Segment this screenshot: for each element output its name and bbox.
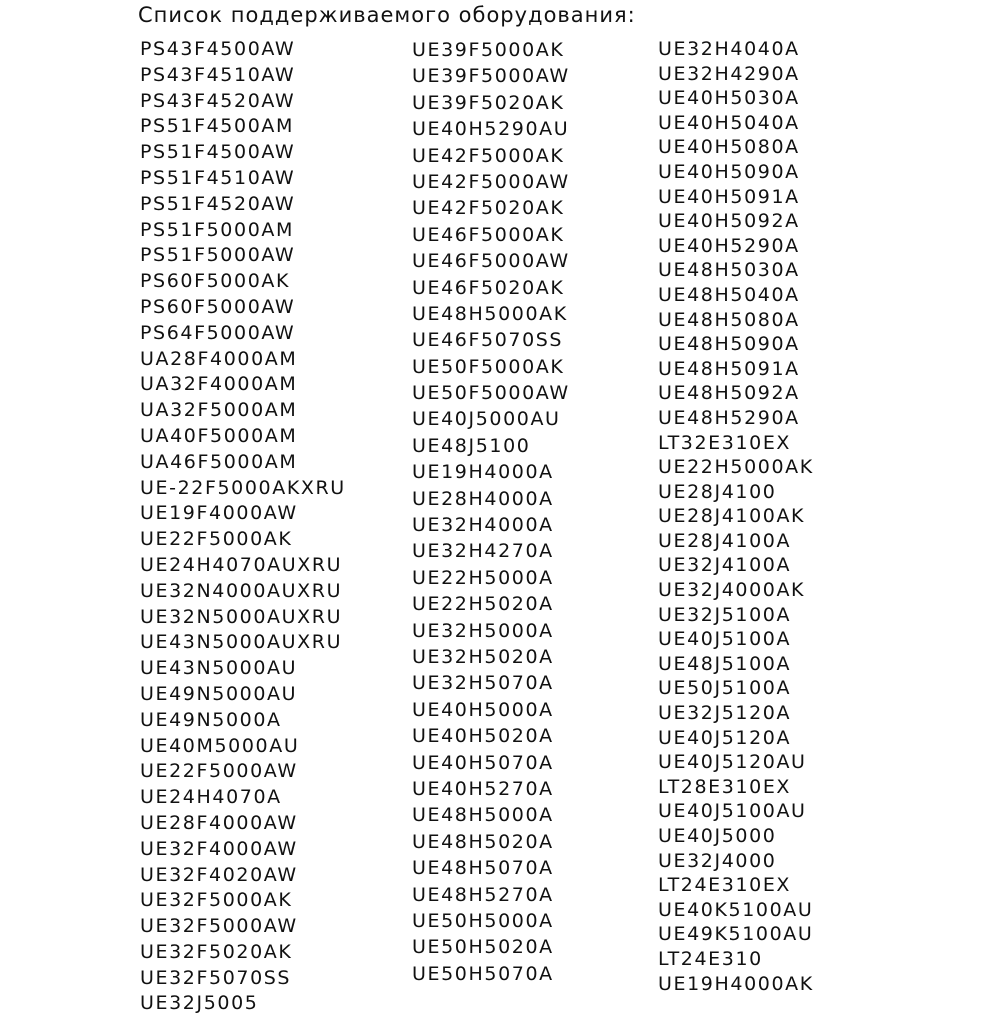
model-item: UE39F5000AK (412, 39, 565, 61)
model-item: PS51F4520AW (140, 192, 296, 215)
model-item: LT28E310EX (658, 775, 792, 798)
model-item: UE32H4000A (412, 514, 554, 537)
model-item: PS51F4500AM (140, 115, 294, 138)
model-item: UE50J5100A (658, 677, 792, 700)
model-item: UE22H5000A (412, 566, 554, 589)
model-item: UE50F5000AK (412, 355, 565, 378)
model-item: UE22H5000AK (658, 456, 814, 479)
model-item: UE49N5000AU (140, 682, 298, 705)
model-item: UE49K5100AU (658, 923, 814, 946)
model-item: UE28J4100A (658, 529, 792, 552)
model-item: PS60F5000AW (140, 295, 296, 318)
model-item: UE32H4290A (658, 62, 800, 85)
model-item: UE48J5100A (658, 652, 792, 675)
model-item: UE39F5000AW (412, 65, 570, 88)
model-item: UE40J5100A (658, 628, 792, 651)
model-item: UE40J5100AU (658, 800, 807, 823)
model-item: UE24H4070AUXRU (140, 553, 343, 576)
model-column-2 (412, 37, 570, 987)
model-item: PS43F4520AW (140, 89, 296, 112)
model-item: PS51F4500AW (140, 141, 296, 164)
model-item: UE32F5000AK (140, 889, 293, 912)
model-item: UE40H5000A (412, 698, 554, 721)
model-item: UE46F5020AK (412, 276, 565, 299)
model-item: PS51F5000AW (140, 244, 296, 267)
model-item: UE40J5000AU (412, 408, 561, 431)
model-item: UE40H5070A (412, 751, 554, 774)
model-item: UE42F5020AK (412, 197, 565, 220)
model-item: UE40H5020A (412, 725, 554, 748)
model-item: UE46F5070SS (412, 329, 564, 352)
model-item: UE32N5000AUXRU (140, 605, 343, 628)
model-item: UE48H5091A (658, 357, 800, 380)
model-item: UA32F5000AM (140, 399, 298, 422)
model-item: UE48H5090A (658, 333, 800, 356)
model-item: UE24H4070A (140, 786, 282, 809)
model-item: UE32F4000AW (140, 837, 298, 860)
model-item: UE32J4000AK (658, 579, 806, 602)
model-item: UE50H5070A (412, 962, 554, 985)
model-item: UE32H4270A (412, 540, 554, 563)
model-item: UE48H5040A (658, 283, 800, 306)
model-item: UE46F5000AW (412, 250, 570, 273)
model-item: UE32H5000A (412, 619, 554, 642)
model-item: UE40H5290AU (412, 118, 570, 141)
model-item: UE50F5000AW (412, 382, 570, 405)
model-item: UA46F5000AM (140, 450, 298, 473)
model-item: UE48H5020A (412, 830, 554, 853)
model-item: PS43F4500AW (140, 38, 296, 60)
model-item: UE32J5120A (658, 702, 792, 725)
model-item: UE40H5040A (658, 111, 800, 134)
model-item: UE22H5020A (412, 593, 554, 616)
model-item: UE42F5000AW (412, 170, 570, 193)
model-item: UE28J4100AK (658, 505, 806, 528)
model-item: LT32E310EX (658, 431, 792, 454)
model-item: UE48J5100 (412, 434, 531, 457)
model-item: PS64F5000AW (140, 321, 296, 344)
model-item: UE32F5070SS (140, 966, 292, 989)
model-item: UE48H5030A (658, 259, 800, 282)
model-item: UE40H5090A (658, 160, 800, 183)
model-item: UE32N4000AUXRU (140, 579, 343, 602)
model-item: UE32H5020A (412, 645, 554, 668)
model-item: UE40H5030A (658, 87, 800, 110)
model-column-3 (658, 37, 814, 996)
model-item: UE28F4000AW (140, 811, 298, 834)
model-item: UE50H5000A (412, 909, 554, 932)
model-item: LT24E310EX (658, 874, 792, 897)
model-item: UE28H4000A (412, 487, 554, 510)
model-item: UE32J4000 (658, 849, 777, 872)
model-item: UE48H5080A (658, 308, 800, 331)
model-item: UE22F5000AK (140, 528, 293, 551)
model-item: PS60F5000AK (140, 270, 291, 293)
model-item: UE40J5120A (658, 726, 792, 749)
model-item: UE32J5005 (140, 992, 259, 1015)
model-item: UE32F5020AK (140, 940, 293, 963)
model-item: UE48H5000AK (412, 302, 568, 325)
model-item: UE39F5020AK (412, 91, 565, 114)
model-item: UE48H5290A (658, 406, 800, 429)
model-item: UE50H5020A (412, 936, 554, 959)
model-item: UE40H5092A (658, 210, 800, 233)
model-item: UE48H5070A (412, 857, 554, 880)
model-item: UE40J5120AU (658, 751, 807, 774)
model-item: UE28J4100 (658, 480, 777, 503)
model-item: UE19F4000AW (140, 502, 298, 525)
model-item: UE40H5270A (412, 777, 554, 800)
model-item: UE42F5000AK (412, 144, 565, 167)
model-item: UE40H5080A (658, 136, 800, 159)
model-item: PS51F4510AW (140, 166, 296, 189)
model-item: LT24E310 (658, 947, 763, 970)
model-item: UE46F5000AK (412, 223, 565, 246)
model-item: UE48H5270A (412, 883, 554, 906)
model-item: UE32H5070A (412, 672, 554, 695)
model-item: PS43F4510AW (140, 63, 296, 86)
model-item: PS51F5000AM (140, 218, 294, 241)
model-item: UE40H5290A (658, 234, 800, 257)
model-item: UE40J5000 (658, 825, 777, 847)
model-item: UE43N5000AUXRU (140, 631, 343, 654)
model-item: UE32F4020AW (140, 863, 298, 886)
model-item: UA40F5000AM (140, 424, 298, 447)
model-item: UE32J5100A (658, 603, 792, 626)
model-item: UE32J4100A (658, 554, 792, 577)
model-item: UA28F4000AM (140, 347, 298, 370)
model-item: UE48H5000A (412, 804, 554, 827)
model-item: UE43N5000AU (140, 657, 298, 680)
model-item: UE22F5000AW (140, 760, 298, 783)
model-item: UE-22F5000AKXRU (140, 476, 346, 499)
model-item: UE32H4040A (658, 38, 800, 60)
model-column-1 (140, 37, 346, 1017)
model-item: UE19H4000AK (658, 972, 814, 995)
model-item: UE40M5000AU (140, 734, 300, 757)
model-item: UE40K5100AU (658, 898, 814, 921)
model-item: UE48H5092A (658, 382, 800, 405)
model-item: UA32F4000AM (140, 373, 298, 396)
model-item: UE32F5000AW (140, 915, 298, 938)
page-title: Список поддерживаемого оборудования: (138, 3, 636, 27)
model-item: UE40H5091A (658, 185, 800, 208)
model-item: UE19H4000A (412, 461, 554, 484)
model-item: UE49N5000A (140, 708, 282, 731)
